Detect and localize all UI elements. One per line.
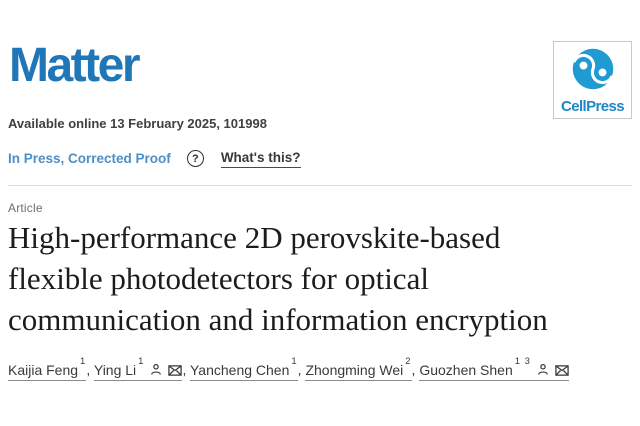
- author-affiliation-sup: 1 3: [514, 356, 531, 367]
- person-icon[interactable]: [537, 359, 549, 381]
- author-affiliation-sup: 1: [291, 356, 298, 367]
- email-icon[interactable]: [168, 359, 182, 381]
- author-separator: ,: [411, 361, 420, 378]
- author-separator: ,: [86, 361, 94, 378]
- in-press-status: In Press, Corrected Proof: [8, 151, 171, 166]
- title-line-1: High-performance 2D perovskite-based: [8, 220, 501, 255]
- author-separator: ,: [182, 361, 190, 378]
- author-name: Guozhen Shen: [419, 361, 513, 378]
- author-link[interactable]: [419, 356, 569, 381]
- title-line-2: flexible photodetectors for optical: [8, 261, 429, 296]
- status-row: [8, 149, 301, 168]
- header-divider: [8, 185, 632, 186]
- title-line-3: communication and information encryption: [8, 302, 548, 337]
- article-title: [8, 217, 633, 340]
- author-name: Zhongming Wei: [305, 361, 404, 378]
- author-link[interactable]: [8, 356, 87, 381]
- article-type-label: Article: [8, 201, 43, 215]
- author-link[interactable]: [305, 356, 412, 381]
- author-link[interactable]: [190, 356, 298, 381]
- cellpress-swirl-icon: [570, 47, 616, 96]
- author-list: [8, 356, 633, 381]
- author-name: Ying Li: [93, 361, 137, 378]
- author-name: Kaijia Feng: [8, 361, 79, 378]
- journal-logo[interactable]: Matter: [9, 39, 139, 92]
- publisher-name: CellPress: [561, 98, 624, 115]
- publisher-logo[interactable]: [553, 41, 632, 119]
- help-question-icon[interactable]: ?: [187, 150, 204, 167]
- author-link[interactable]: [93, 356, 183, 381]
- author-affiliation-sup: 2: [405, 356, 412, 367]
- whats-this-link[interactable]: What's this?: [221, 150, 301, 168]
- person-icon[interactable]: [150, 359, 162, 381]
- email-icon[interactable]: [555, 359, 569, 381]
- author-name: Yancheng Chen: [190, 361, 290, 378]
- available-online-text: Available online 13 February 2025, 101998: [8, 116, 267, 131]
- author-separator: ,: [297, 361, 306, 378]
- author-affiliation-sup: 1: [138, 356, 145, 367]
- author-affiliation-sup: 1: [80, 356, 87, 367]
